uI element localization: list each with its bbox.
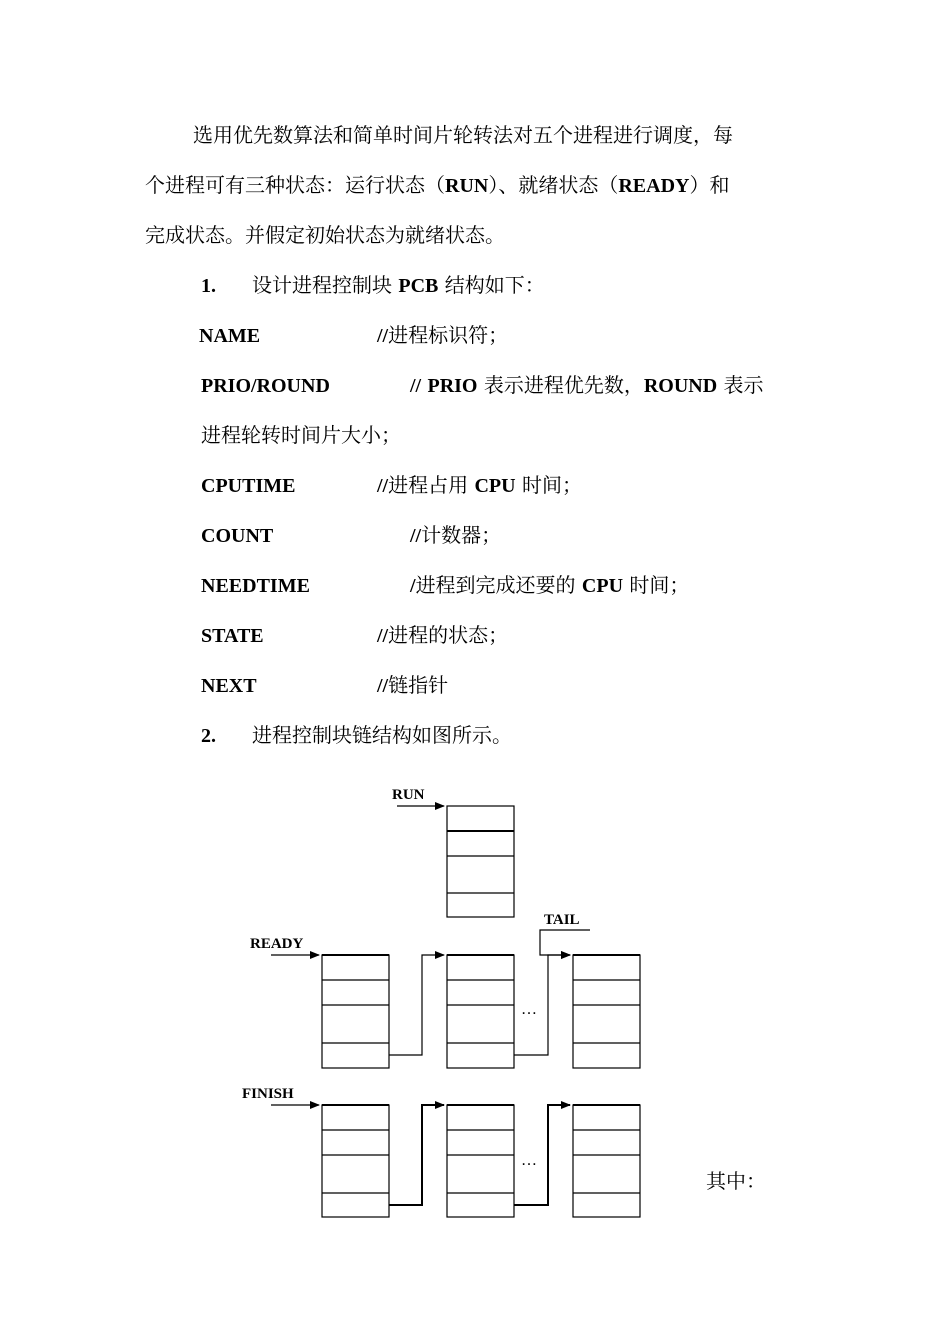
field-next-desc: //链指针	[377, 673, 449, 697]
run-pcb-node	[447, 806, 514, 917]
finish-label: FINISH	[242, 1086, 294, 1102]
tail-label: TAIL	[544, 912, 580, 928]
field-name: NAME	[199, 325, 261, 347]
finish-pcb-node-3	[573, 1105, 640, 1217]
finish-pcb-node-1	[322, 1105, 389, 1217]
intro-line-2: 个进程可有三种状态：运行状态（RUN）、就绪状态（READY）和	[145, 173, 730, 197]
field-needtime-desc: /进程到完成还要的 CPU 时间；	[410, 573, 690, 597]
field-count: COUNT	[201, 525, 274, 547]
ready-ellipsis: …	[521, 1001, 537, 1018]
intro-line-1: 选用优先数算法和简单时间片轮转法对五个进程进行调度，每	[193, 123, 733, 147]
trailing-note: 其中：	[706, 1169, 766, 1193]
field-prio: PRIO/ROUND	[201, 375, 330, 397]
field-count-desc: //计数器；	[410, 523, 502, 547]
field-cputime: CPUTIME	[201, 475, 296, 497]
ready-pcb-node-tail	[573, 955, 640, 1068]
field-needtime: NEEDTIME	[201, 575, 310, 597]
section-2-heading: 2. 进程控制块链结构如图所示。	[201, 723, 512, 747]
ready-pcb-node-1	[322, 955, 389, 1068]
field-next: NEXT	[201, 675, 257, 697]
finish-pcb-node-2	[447, 1105, 514, 1217]
finish-ellipsis: …	[521, 1152, 537, 1169]
ready-label: READY	[250, 936, 304, 952]
section-1-heading: 1. 设计进程控制块 PCB 结构如下：	[201, 273, 545, 297]
field-state-desc: //进程的状态；	[377, 623, 509, 647]
run-label: RUN	[392, 787, 425, 803]
tail-pointer-arrow	[540, 930, 590, 955]
finish-next-link-1	[389, 1105, 444, 1205]
intro-line-3: 完成状态。并假定初始状态为就绪状态。	[145, 223, 505, 247]
ready-next-link-1	[389, 955, 444, 1055]
ready-pcb-node-2	[447, 955, 514, 1068]
field-prio-desc-cont: 进程轮转时间片大小；	[201, 423, 401, 447]
field-name-desc: //进程标识符；	[377, 323, 509, 347]
field-cputime-desc: //进程占用 CPU 时间；	[377, 473, 582, 497]
field-prio-desc: // PRIO 表示进程优先数，ROUND 表示	[410, 373, 764, 397]
field-state: STATE	[201, 625, 264, 647]
